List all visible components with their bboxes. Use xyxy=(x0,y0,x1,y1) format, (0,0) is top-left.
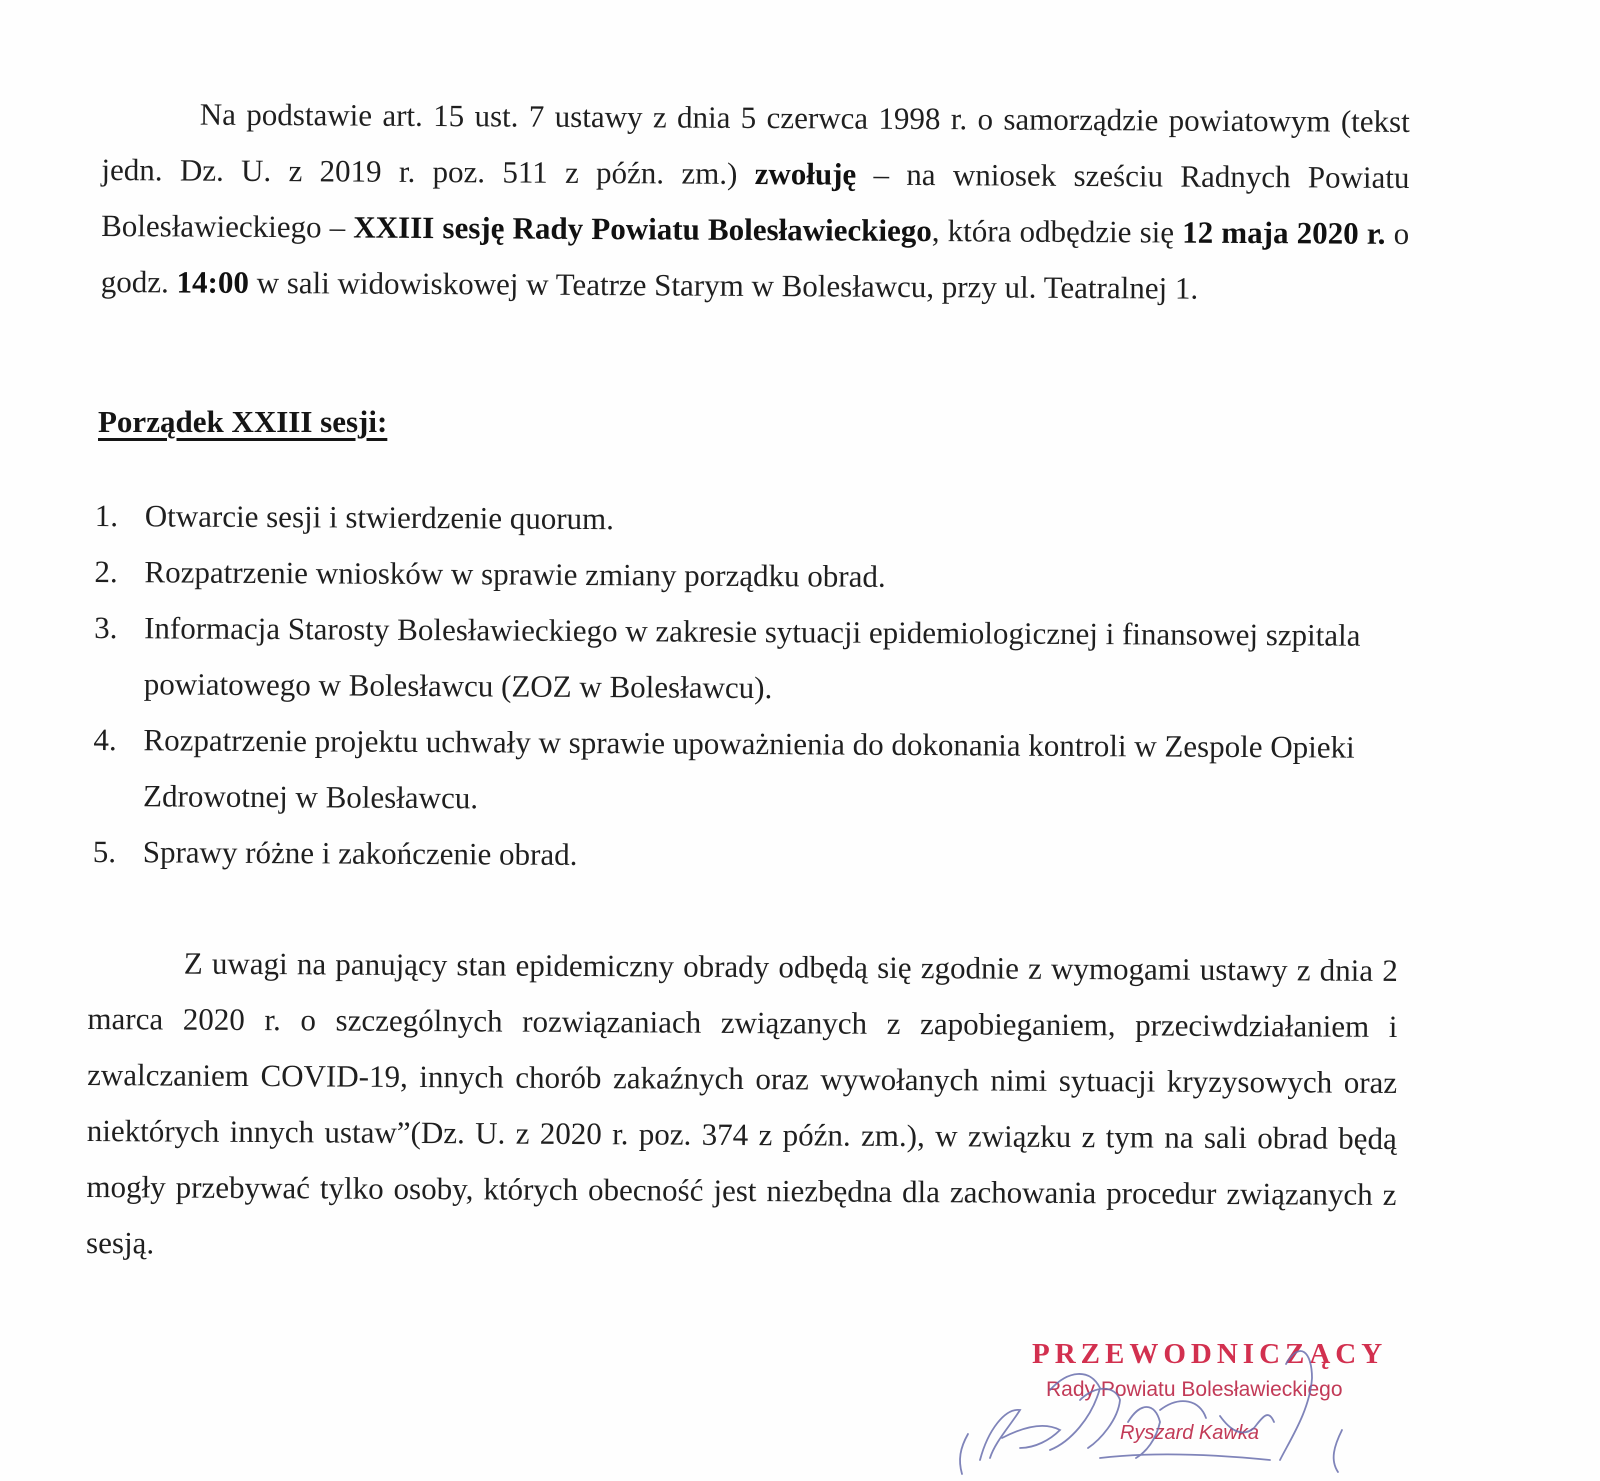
agenda-heading: Porządek XXIII sesji: xyxy=(98,404,388,439)
handwritten-signature xyxy=(950,1330,1410,1481)
agenda-item-number: 5. xyxy=(92,833,117,870)
agenda-item-number: 2. xyxy=(94,553,118,590)
intro-bold-time: 14:00 xyxy=(176,264,250,300)
agenda-item-text: Informacja Starosty Bolesławieckiego w zakresie sytuacji epidemiologicznej i finansowej szpitala powiatowego w Bolesławcu (ZOZ w Bolesławcu). xyxy=(143,610,1361,706)
agenda-item-number: 3. xyxy=(94,609,118,646)
epidemic-notice-paragraph: Z uwagi na panujący stan epidemiczny obrady odbędą się zgodnie z wymogami ustawy z dnia 2 marca 2020 r. o szczególnych rozwiązaniach związanych z zapobieganiem, przeciwdziałaniem i zwalczaniem COVID-19, innych chorób zakaźnych oraz wywołanych nimi sytuacji kryzysowych oraz niektórych innych ustaw”(Dz. U. z 2020 r. poz. 374 z późn. zm.), w związku z tym na sali obrad będą mogły przebywać tylko osoby, których obecność jest niezbędna dla zachowania procedur związanych z sesją. xyxy=(86,945,1398,1261)
stamp-title: PRZEWODNICZĄCY xyxy=(1032,1338,1388,1370)
agenda-item-text: Rozpatrzenie wniosków w sprawie zmiany porządku obrad. xyxy=(144,554,886,594)
intro-bold-date: 12 maja 2020 r. xyxy=(1182,214,1386,251)
agenda-item-number: 1. xyxy=(94,497,119,534)
agenda-item xyxy=(94,544,1444,608)
intro-text-2: – na wniosek sześciu Radnych Powiatu Bolesławieckiego – xyxy=(101,156,1410,245)
agenda-item-text: Otwarcie sesji i stwierdzenie quorum. xyxy=(144,498,615,537)
agenda-item xyxy=(93,824,1443,888)
agenda-item xyxy=(94,600,1445,720)
agenda-item-text: Sprawy różne i zakończenie obrad. xyxy=(142,834,578,872)
chairman-stamp xyxy=(950,1330,1410,1481)
intro-paragraph xyxy=(101,86,1410,318)
agenda-item-number: 4. xyxy=(93,721,117,758)
agenda-item-text: Rozpatrzenie projektu uchwały w sprawie upoważnienia do dokonania kontroli w Zespole Opieki Zdrowotnej w Bolesławcu. xyxy=(143,722,1355,816)
intro-text-5: w sali widowiskowej w Teatrze Starym w Bolesławcu, przy ul. Teatralnej 1. xyxy=(248,264,1199,306)
intro-text-4: o godz. xyxy=(100,215,1410,300)
stamp-subtitle: Rady Powiatu Bolesławieckiego xyxy=(1046,1378,1343,1401)
intro-bold-convene: zwołuję xyxy=(754,155,857,192)
intro-bold-session: XXIII sesję Rady Powiatu Bolesławieckiego xyxy=(353,209,932,249)
intro-text-1: Na podstawie art. 15 ust. 7 ustawy z dnia 5 czerwca 1998 r. o samorządzie powiatowym (tekst jedn. Dz. U. z 2019 r. poz. 511 z późn. zm.) xyxy=(101,96,1410,191)
stamp-name: Ryszard Kawka xyxy=(1120,1422,1259,1444)
intro-text-3: , która odbędzie się xyxy=(931,213,1183,250)
agenda-item xyxy=(95,488,1445,552)
agenda-list xyxy=(93,488,1445,888)
agenda-item xyxy=(93,712,1444,832)
